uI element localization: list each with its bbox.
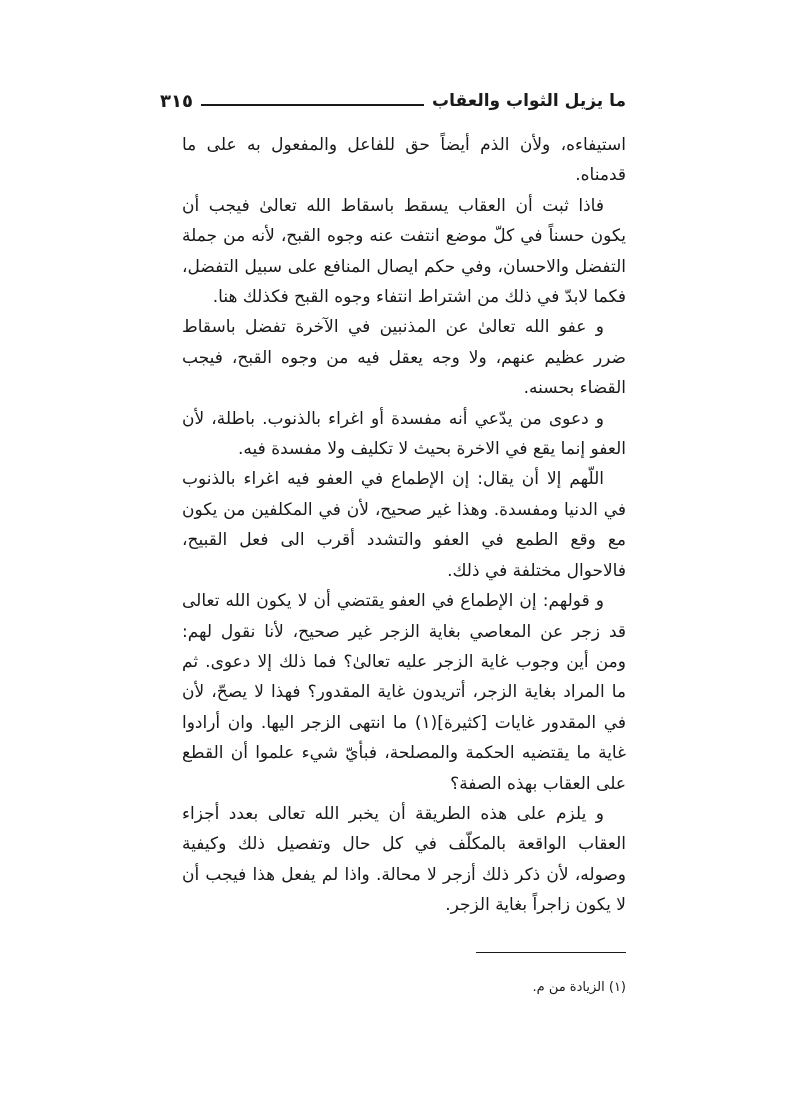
- body-text: [182, 130, 626, 921]
- paragraph: و يلزم على هذه الطريقة أن يخبر الله تعالى بعدد أجزاء العقاب الواقعة بالمكلّف في كل حال وتفصيل ذلك وكيفية وصوله، لأن ذكر ذلك أزجر لا محالة. واذا لم يفعل هذا فيجب أن لا يكون زاجراً بغاية الزجر.: [182, 803, 626, 916]
- footnote-text: (١) الزيادة من م.: [532, 980, 626, 995]
- paragraph: و قولهم: إن الإطماع في العفو يقتضي أن لا يكون الله تعالى قد زجر عن المعاصي بغاية الزجر غير صحيح، لأنا نقول لهم: ومن أين وجوب غاية الزجر عليه تعالىٰ؟ فما ذلك إلا دعوى. ثم ما المراد بغاية الزجر، أتريدون غاية المقدور؟ فهذا لا يصحّ، لأن في المقدور غايات [كثيرة](١) ما انتهى الزجر اليها. وان أرادوا غاية ما يقتضيه الحكمة والمصلحة، فبأيّ شيء علموا أن القطع على العقاب بهذه الصفة؟: [182, 591, 626, 794]
- page-number: ٣١٥: [160, 90, 193, 112]
- paragraph: و دعوى من يدّعي أنه مفسدة أو اغراء بالذنوب. باطلة، لأن العفو إنما يقع في الاخرة بحيث لا تكليف ولا مفسدة فيه.: [182, 408, 626, 460]
- running-title: ما يزيل الثواب والعقاب: [432, 91, 626, 111]
- paragraph: استيفاءه، ولأن الذم أيضاً حق للفاعل والمفعول به على ما قدمناه.: [182, 135, 626, 186]
- paragraph: فاذا ثبت أن العقاب يسقط باسقاط الله تعالىٰ فيجب أن يكون حسناً في كلّ موضع انتفت عنه وجوه القبح، لأنه من جملة التفضل والاحسان، وفي حكم ايصال المنافع على سبيل التفضل، فكما لابدّ في ذلك من اشتراط انتفاء وجوه القبح فكذلك هنا.: [182, 195, 626, 308]
- footnote-divider: [476, 952, 626, 953]
- running-header: [160, 86, 626, 116]
- paragraph: اللّهم إلا أن يقال: إن الإطماع في العفو فيه اغراء بالذنوب في الدنيا ومفسدة. وهذا غير صحيح، لأن في المكلفين من يكون مع وقع الطمع في العفو والتشدد أقرب الى فعل القبيح، فالاحوال مختلفة في ذلك.: [182, 469, 626, 581]
- footnote: [182, 978, 626, 998]
- header-rule: [201, 104, 424, 106]
- paragraph: و عفو الله تعالىٰ عن المذنبين في الآخرة تفضل باسقاط ضرر عظيم عنهم، ولا وجه يعقل فيه من وجوه القبح، فيجب القضاء بحسنه.: [182, 317, 626, 399]
